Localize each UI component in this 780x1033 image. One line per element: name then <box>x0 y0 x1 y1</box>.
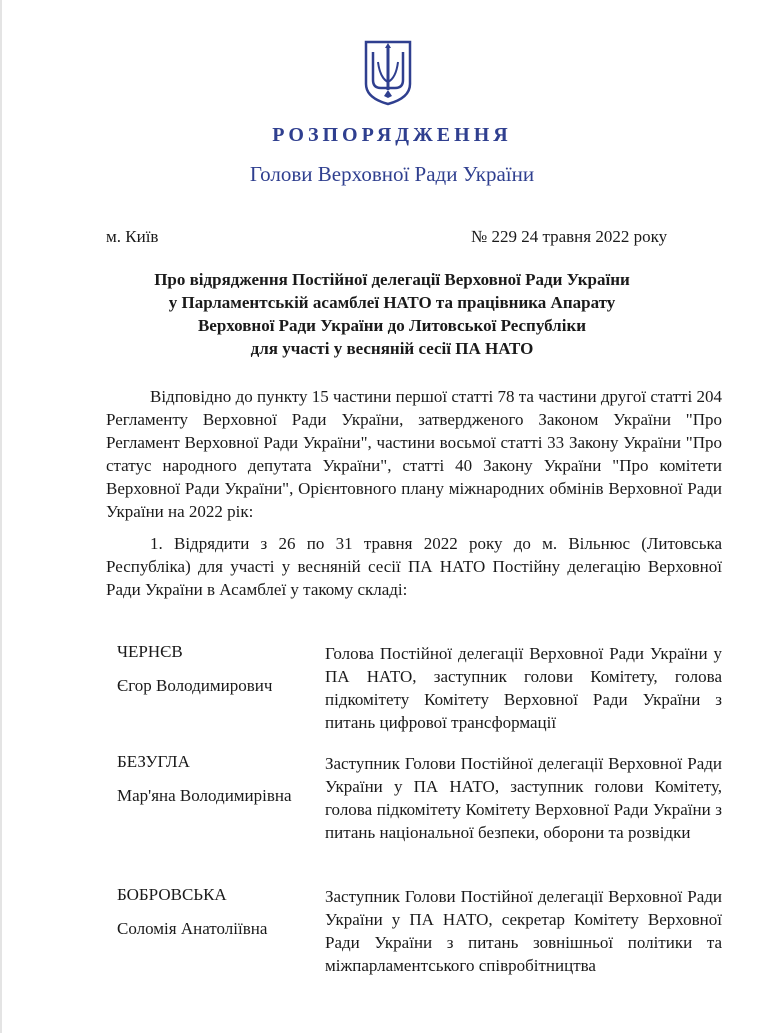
member-given-name: Мар'яна Володимирівна <box>117 786 292 805</box>
member-surname: ЧЕРНЄВ <box>117 642 183 661</box>
document-subtitle: Голови Верховної Ради України <box>249 162 535 186</box>
document-city: м. Київ <box>106 227 159 246</box>
document-heading <box>102 268 682 360</box>
heading-line: Про відрядження Постійної делегації Верховної Ради України <box>154 270 630 289</box>
heading-line: для участі у весняній сесії ПА НАТО <box>250 339 534 358</box>
body-paragraph-item-1: 1. Відрядити з 26 по 31 травня 2022 року до м. Вільнюс (Литовська Республіка) для участі у весняній сесії ПА НАТО Постійну делегацію Верховної Ради України в Асамблеї у такому складі: <box>106 534 722 599</box>
member-given-name: Єгор Володимирович <box>117 676 273 695</box>
body-paragraph-preamble: Відповідно до пункту 15 частини першої статті 78 та частини другої статті 204 Регламенту Верховної Ради України, затвердженого Законом України "Про Регламент Верховної Ради України", частини восьмої статті 33 Закону України "Про статус народного депутата України", статті 40 Закону України "Про комітети Верховної Ради України", Орієнтовного плану міжнародних обмінів Верховної Ради України на 2022 рік: <box>106 387 722 521</box>
member-surname: БЕЗУГЛА <box>117 752 190 771</box>
member-given-name: Соломія Анатоліївна <box>117 919 268 938</box>
document-title: РОЗПОРЯДЖЕННЯ <box>272 124 512 146</box>
member-role: Заступник Голови Постійної делегації Верховної Ради України у ПА НАТО, заступник голови Комітету, голова підкомітету Комітету Верховної Ради України з питань національної безпеки, оборони та розвідки <box>325 754 722 842</box>
document-number-date: № 229 24 травня 2022 року <box>471 227 668 246</box>
member-role: Заступник Голови Постійної делегації Верховної Ради України у ПА НАТО, секретар Комітету Верховної Ради України з питань зовнішньої політики та міжпарламентського співробітництва <box>325 887 722 975</box>
member-role: Голова Постійної делегації Верховної Ради України у ПА НАТО, заступник голови Комітету, голова підкомітету Комітету Верховної Ради України з питань цифрової трансформації <box>325 644 722 732</box>
heading-line: Верховної Ради України до Литовської Республіки <box>197 316 587 335</box>
heading-line: у Парламентській асамблеї НАТО та працівника Апарату <box>168 293 616 312</box>
member-surname: БОБРОВСЬКА <box>117 885 227 904</box>
ukraine-trident-emblem-icon <box>364 40 412 106</box>
